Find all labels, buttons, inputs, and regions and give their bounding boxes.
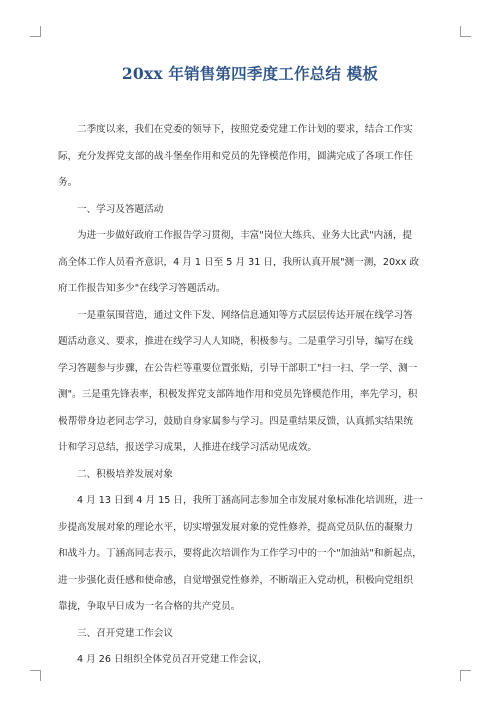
document-title: 20xx 年销售第四季度工作总结 模板 — [121, 64, 379, 83]
section-heading: 一、学习及答题活动 — [77, 203, 164, 215]
paragraph-line: 一是重氛围营造，通过文件下发、网络信息通知等方式层层传达开展在线学习答 — [77, 309, 413, 321]
paragraph-line: 二季度以来，我们在党委的领导下，按照党委党建工作计划的要求，结合工作实 — [77, 124, 413, 135]
paragraph-line: 务。 — [58, 177, 78, 188]
paragraph-line: 际，充分发挥党支部的战斗堡垒作用和党员的先锋模范作用，圆满完成了各项工作任 — [58, 150, 413, 162]
section-heading: 二、积极培养发展对象 — [77, 468, 173, 480]
document-body — [58, 117, 443, 674]
paragraph-line: 学习答题参与步骤，在公告栏等重要位置张贴，引导干部职工"扫一扫、学一学、测一 — [58, 362, 418, 374]
crop-mark-bottom-right — [460, 670, 471, 681]
paragraph-line: 步提高发展对象的理论水平，切实增强发展对象的党性修养，提高党员队伍的凝聚力 — [58, 521, 413, 533]
paragraph-line: 4 月 13 日到 4 月 15 日，我所丁涵高同志参加全市发展对象标准化培训班，进一 — [77, 495, 423, 506]
paragraph-line: 为进一步做好政府工作报告学习贯彻，丰富"岗位大练兵、业务大比武"内涵，提 — [77, 230, 413, 241]
paragraph-line: 和战斗力。丁涵高同志表示，要将此次培训作为工作学习中的一个"加油站"和新起点， — [58, 548, 422, 559]
paragraph-line: 极帮带身边老同志学习，鼓励自身家属参与学习。四是重结果反馈，认真抓实结果统 — [58, 415, 413, 427]
paragraph-line: 高全体工作人员看齐意识，4 月 1 日至 5 月 31 日，我所认真开展"测一测，20xx 政 — [58, 256, 420, 268]
paragraph-line: 4 月 26 日组织全体党员召开党建工作会议， — [77, 654, 268, 665]
paragraph-line: 题活动意义、要求，推进在线学习人人知晓，积极参与。二是重学习引导，编写在线 — [58, 336, 413, 347]
paragraph-line: 进一步强化责任感和使命感，自觉增强党性修养，不断端正入党动机，积极向党组织 — [58, 574, 413, 586]
paragraph-line: 府工作报告知多少"在线学习答题活动。 — [58, 283, 226, 294]
paragraph-line: 测"。三是重先锋表率，积极发挥党支部阵地作用和党员先锋模范作用，率先学习，积 — [58, 389, 418, 400]
crop-mark-top-left — [30, 26, 41, 37]
crop-mark-bottom-left — [30, 670, 41, 681]
paragraph-line: 靠拢，争取早日成为一名合格的共产党员。 — [58, 601, 241, 612]
section-heading: 三、召开党建工作会议 — [77, 627, 173, 639]
crop-mark-top-right — [460, 26, 471, 37]
paragraph-line: 计和学习总结，报送学习成果，人推进在线学习活动见成效。 — [58, 442, 318, 453]
